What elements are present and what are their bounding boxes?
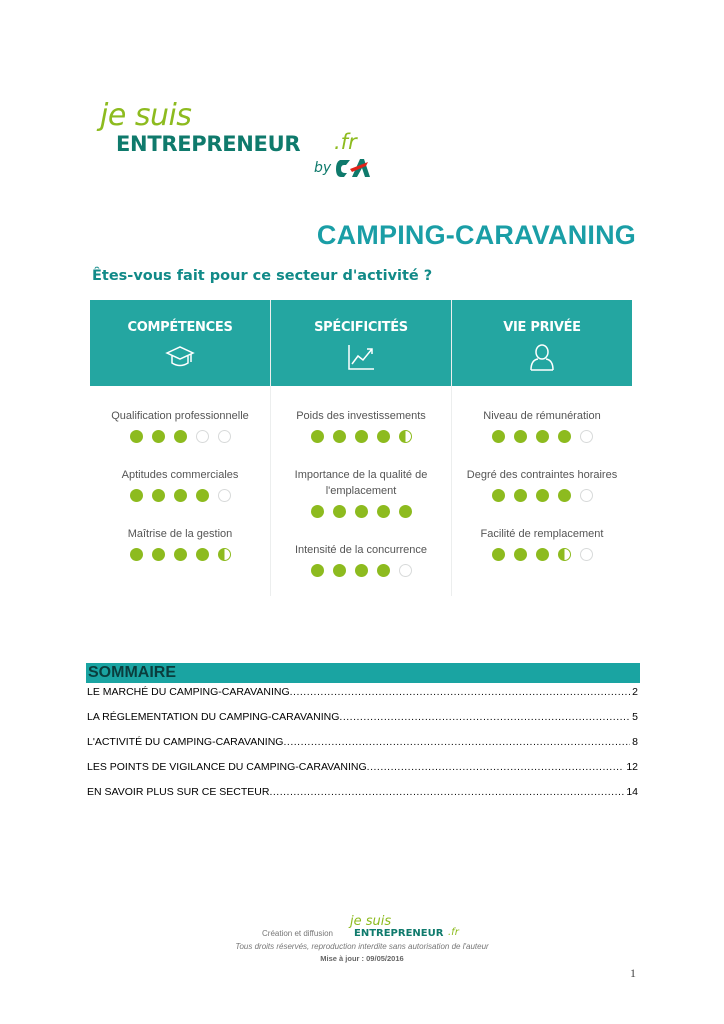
criterion: [271, 542, 451, 578]
rating-dot: [514, 430, 527, 443]
rating-dot: [218, 548, 231, 561]
rating-dot: [580, 430, 593, 443]
criterion: [452, 467, 632, 503]
criterion: [452, 408, 632, 444]
rating-dot: [152, 430, 165, 443]
rating-dot: [492, 430, 505, 443]
rating-dots: [271, 430, 451, 444]
infographic-panel: [90, 300, 632, 596]
rating-dot: [399, 430, 412, 443]
toc-entry[interactable]: [87, 761, 638, 773]
rating-dots: [452, 489, 632, 503]
criterion: [90, 408, 270, 444]
rating-dots: [90, 548, 270, 562]
rating-dot: [377, 505, 390, 518]
toc-leader: [290, 686, 631, 698]
rating-dots: [90, 430, 270, 444]
rating-dot: [218, 489, 231, 502]
rating-dot: [152, 489, 165, 502]
rating-dot: [218, 430, 231, 443]
rating-dot: [514, 548, 527, 561]
toc-title: LA RÉGLEMENTATION DU CAMPING-CARAVANING: [87, 711, 340, 723]
user-icon: [527, 342, 557, 372]
toc-leader: [367, 761, 625, 773]
footer-rights: Tous droits réservés, reproduction interdite sans autorisation de l'auteur: [235, 942, 489, 951]
toc-page: 12: [626, 761, 638, 773]
graduation-cap-icon: [165, 342, 195, 372]
rating-dots: [452, 430, 632, 444]
criterion-label: Facilité de remplacement: [480, 528, 604, 540]
toc-page: 5: [632, 711, 638, 723]
footer-credit: Création et diffusion: [262, 929, 334, 938]
criterion-label: Importance de la qualité de l'emplacement: [294, 469, 428, 497]
rating-dot: [196, 430, 209, 443]
criterion: [271, 408, 451, 444]
criterion-label: Niveau de rémunération: [483, 410, 601, 422]
sommaire-header: [86, 663, 640, 683]
rating-dots: [90, 489, 270, 503]
toc-entry[interactable]: [87, 711, 638, 723]
page-number: 1: [630, 966, 636, 980]
criterion-label: Qualification professionnelle: [111, 410, 249, 422]
rating-dot: [536, 489, 549, 502]
brand-logo: [100, 98, 380, 188]
criterion-label: Aptitudes commerciales: [121, 469, 239, 481]
rating-dot: [558, 430, 571, 443]
toc-leader: [283, 736, 630, 748]
rating-dot: [558, 489, 571, 502]
rating-dot: [333, 430, 346, 443]
rating-dot: [377, 430, 390, 443]
rating-dot: [174, 430, 187, 443]
footer-logo-line2: ENTREPRENEUR: [354, 928, 444, 939]
criterion-label: Maîtrise de la gestion: [127, 528, 233, 540]
toc-page: 8: [632, 736, 638, 748]
rating-dot: [514, 489, 527, 502]
rating-dot: [196, 548, 209, 561]
column-label: SPÉCIFICITÉS: [314, 320, 408, 335]
rating-dot: [580, 489, 593, 502]
logo-line2: ENTREPRENEUR: [116, 132, 301, 156]
toc-page: 14: [626, 786, 638, 798]
rating-dot: [492, 489, 505, 502]
logo-by: by: [314, 160, 332, 176]
infographic-title: Êtes-vous fait pour ce secteur d'activité ?: [92, 268, 433, 284]
toc-entry[interactable]: [87, 686, 638, 698]
sommaire-heading: SOMMAIRE: [88, 664, 176, 681]
criterion-label: Intensité de la concurrence: [294, 544, 428, 556]
rating-dot: [355, 430, 368, 443]
column-body: [452, 386, 632, 596]
credit-agricole-logo-icon: [336, 156, 370, 180]
rating-dot: [130, 489, 143, 502]
line-chart-icon: [346, 342, 376, 372]
rating-dot: [399, 564, 412, 577]
document-title: CAMPING-CARAVANING: [316, 220, 636, 250]
rating-dot: [152, 548, 165, 561]
rating-dot: [311, 430, 324, 443]
rating-dot: [536, 430, 549, 443]
rating-dot: [377, 564, 390, 577]
rating-dot: [399, 505, 412, 518]
logo-tld: .fr: [334, 130, 357, 154]
column-label: COMPÉTENCES: [127, 320, 233, 335]
criterion: [90, 526, 270, 562]
column-header: [271, 300, 451, 386]
column-label: VIE PRIVÉE: [503, 320, 581, 335]
rating-dot: [130, 430, 143, 443]
rating-dot: [333, 564, 346, 577]
column-divider: [451, 300, 452, 596]
rating-dot: [558, 548, 571, 561]
toc-leader: [269, 786, 624, 798]
rating-dot: [174, 548, 187, 561]
rating-dot: [536, 548, 549, 561]
criterion: [452, 526, 632, 562]
toc-title: LES POINTS DE VIGILANCE DU CAMPING-CARAVANING: [87, 761, 367, 773]
rating-dot: [311, 505, 324, 518]
rating-dots: [271, 505, 451, 519]
criterion: [271, 467, 451, 519]
toc-leader: [339, 711, 630, 723]
column-specificites: [271, 300, 451, 596]
toc-title: EN SAVOIR PLUS SUR CE SECTEUR: [87, 786, 270, 798]
column-body: [90, 386, 270, 596]
toc-entry[interactable]: [87, 786, 638, 798]
rating-dot: [580, 548, 593, 561]
rating-dot: [174, 489, 187, 502]
rating-dot: [333, 505, 346, 518]
rating-dot: [311, 564, 324, 577]
rating-dots: [271, 564, 451, 578]
footer-update-date: Mise à jour : 09/05/2016: [320, 954, 404, 963]
toc-title: L'ACTIVITÉ DU CAMPING-CARAVANING: [87, 736, 284, 748]
criterion-label: Degré des contraintes horaires: [466, 469, 618, 481]
column-competences: [90, 300, 270, 596]
column-header: [90, 300, 270, 386]
rating-dots: [452, 548, 632, 562]
criterion: [90, 467, 270, 503]
rating-dot: [492, 548, 505, 561]
footer-logo-line1: je suis: [350, 914, 392, 929]
logo-line1: je suis: [100, 98, 192, 133]
rating-dot: [196, 489, 209, 502]
column-vie-privee: [452, 300, 632, 596]
criterion-label: Poids des investissements: [296, 410, 426, 422]
toc-title: LE MARCHÉ DU CAMPING-CARAVANING: [87, 686, 290, 698]
rating-dot: [130, 548, 143, 561]
column-divider: [270, 300, 271, 596]
column-header: [452, 300, 632, 386]
toc-page: 2: [632, 686, 638, 698]
toc-entry[interactable]: [87, 736, 638, 748]
column-body: [271, 386, 451, 596]
rating-dot: [355, 505, 368, 518]
footer-logo-tld: .fr: [448, 927, 459, 938]
rating-dot: [355, 564, 368, 577]
